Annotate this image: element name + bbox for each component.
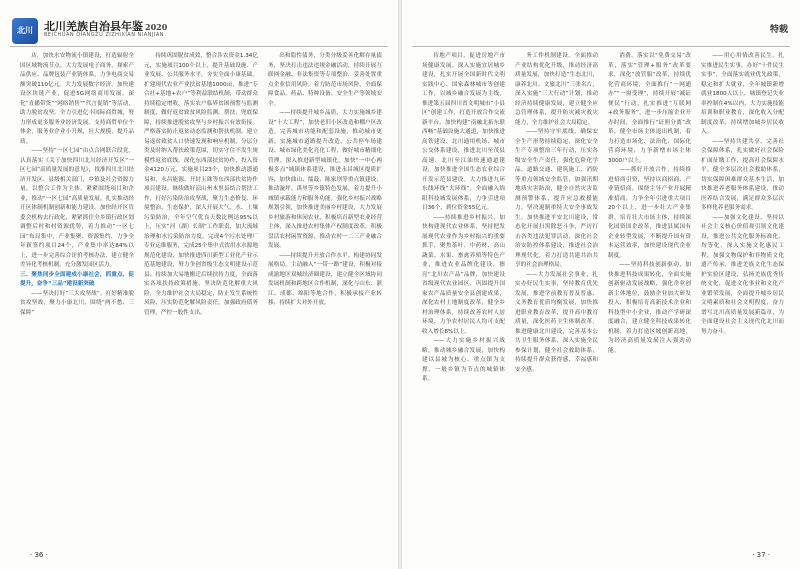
body-paragraph: ——坚决打好“三大攻坚战”。打好精准脱贫攻坚战，聚力小康北川，围绕“两不愁、三保障” [20, 290, 134, 316]
body-paragraph: 务工作机制建设。全面推动产业结构优化升级，推动经济高质量发展，加快打造“生态北川、康养北川、文旅北川”三张名片，深入实施“三大行动”计划，推动经济持续健康发展，建立健全应急管理体系，提升防灾减灾救灾能力，全力维护社会大局稳定。 [515, 53, 598, 126]
left-page [0, 0, 398, 569]
yearbook-subtitle: BEICHUAN QIANGZU ZIZHIXIAN NIANJIAN [44, 32, 165, 38]
body-paragraph: ——坚持共建共享，完善社会保障体系，扎实做好社会保险扩面征缴工作，提高社会保障水平，健全多层次社会救助体系，切实保障困难群众基本生活，加快推进养老服务体系建设，推动医养结合发展，满足群众多层次多样化养老服务需求。 [701, 138, 784, 211]
body-paragraph: 出和隐性债务，分类分级妥善化解存量债务，坚决打击违法违规金融活动，持续开展互联网金融、非法集资等专项整治，妥善处置重点企业信用风险。着力防范市场风险，全面保障食品、药品、特种设备、安全生产等领域安全。 [268, 53, 382, 107]
page-header [10, 16, 388, 44]
text-column [422, 52, 505, 539]
body-paragraph: ——用心用情改善民生。扎实推进民生实事，办好“十件民生实事”，全面落实就业优先政策，稳定和扩大就业，全年城镇新增就业1800人以上，城镇登记失业率控制在4%以内，大力实施技能培训和职业教育，深化收入分配制度改革，持续增加城乡居民收入。 [701, 53, 784, 135]
body-paragraph: ——大力发展社会事业，扎实办好民生实事，坚持教育优先发展，推进学前教育普及普惠、义务教育优质均衡发展，加快推进职业教育改革，提升高中教育质量，深化医药卫生体制改革，推进健康北川建设，完善基本公共卫生服务体系，深入实施全民参保计划，健全社会救助体系，持续提升群众获得感、幸福感和安全感。 [515, 271, 598, 373]
body-paragraph: 待地产项目，促进房地产市场健康发展。深入实施宜居城乡建设，扎实开展全国新时代文明实践中心、国家森林城市等创建工作，以城乡融合发展为主线，推进第五届四川省文明城市“小县区”创建工作，打造开放合作交流新平台，加快构建“南融北拓东联西畅”基础设施大通道，加快推进高铁建设、北川通用机场、城市公交体系建设，推进北川至茂县高速、北川至江油快速通道建设，加快推进全国生态农业综合开发示范县建设。大力推进九环东线环线“大环线”，全面融入绵阳科技城发展体系，力争引进项目36个，到位资金55亿元。 [422, 53, 505, 211]
section-heading: 三、聚焦同步全面建成小康社会，抓重点、促提升，奋争“三品”建设新突破 [20, 271, 134, 287]
text-column [268, 52, 382, 539]
body-paragraph: 店，加快水安物流小镇建设，打造辐射全国区域物流节点。大力发展电子商务，探索产品供应、品牌包装产业链体系，力争电商交易额突破110亿元。大力发展数字经济，加快建设区块链产业，促进5G网络商用发展。深化“直播带货”“网络销售”“代言促销”等活动，助力脱贫攻坚。全力引进亿丰国际商贸城，努力形成更多服务业经济发展。支持商贸单位个体企，服务业企业小升规，壮大规模，提升品质。 [20, 53, 134, 145]
right-text-columns [422, 52, 784, 539]
section-tag: 特载 [769, 25, 788, 35]
page-number: · 37 · [752, 551, 770, 559]
header-rule [10, 46, 388, 47]
body-paragraph: 消费，落实以“免费交易”改革，落实“管理+服务”改革要求，深化“放管服”改革，持续优化营商环境，全面推行“一网通办”“一窗受理”，持续开展“减证便民”行动，扎实推进“互联网+政务服务”，进一步压缩企业开办时间，全面推行“证照分离”改革，健全市场主体退出机制，着力打造市场化、法治化、国际化营商环境，力争新增市场主体3000户以上。 [608, 53, 691, 164]
text-column [144, 52, 258, 539]
yearbook-title-text: 北川羌族自治县年鉴 [44, 20, 143, 33]
body-paragraph: ——坚持科技创新驱动，加快推进科技成果转化，全面实施创新驱动发展战略，强化企业创新主体地位，鼓励企业加大研发投入，积极培育高新技术企业和科技型中小企业，推动产学研深度融合，建立健全科技成果转化机制，着力打造区域创新高地，为经济高质量发展注入强劲动能。 [608, 262, 691, 354]
body-paragraph: ——抓好开放合作，持续推进招商引资，坚持以商招商、产业链招商，围绕主导产业开展精准招商，力争全年引进重大项目20个以上，进一步壮大产业集群，培育壮大市场主体，持续深化国资国企改革，推进县属国有企业转型发展，不断提升国有资本运营效率，加快建设现代企业制度。 [608, 167, 691, 259]
yearbook-year: 2020 [145, 22, 168, 32]
body-paragraph: 持续巩固脱贫成效，整合涉农资金1.34亿元，实施项目100个以上，提升基础设施、产业发展、公共服务水平，夯实全面小康基础。扩建现代农业产业扶贫基地1000亩，推进“专合社+基地+农户”等利益联结机制，带动群众持续稳定增收。落实农户临界贫困预警与监测制度，做好返贫致贫风险监测、帮扶、兜底保障，持续推进脱贫攻坚与乡村振兴有效衔接。严格落实防止返贫动态监测和帮扶机制，建立易返贫致贫人口快速发现和响应机制，分层分类及时纳入帮扶政策范围，切实守住不发生规模性返贫底线。深化东西部扶贫协作，投入资金4120万元，实施项目23个，加快推动浙通易和、永昌能源、开封玉珠等东西部扶贫协作项目建设。继续做好涼山州木里县结合帮扶工作，打好污染防治攻坚战，聚力生态修复、环境整治、生态保护，深入开展大气、水、土壤污染防治，全年空气优良天数比例达95%以上，压实“河（湖）长制”工作职责，加大流域治理和水污染防治力度，完成4个污水处理厂专业运维服务，完成25个集中式饮用水水源地规范化建设，加快推进四川新型工业化产业示范基地建设，努力争创省级生态文明建设示范县。持续加大易地搬迁后续扶持力度，全面落实各项扶持政策措施，坚决防范化解重大风险，全力维护社会大局稳定，防止发生系统性风险，压实防范化解风险责任，加强政府债务管理，严控一般性支出。 [144, 53, 258, 316]
page-number: · 36 · [30, 551, 48, 559]
body-paragraph: ——坚持守牢底线，确保安全生产形势持续稳定，深化安全生产专项整治三年行动，压实各级安全生产责任，强化危险化学品、道路交通、建筑施工、消防等重点领域安全监管，加强汛期地质灾害防治，健全自然灾害监测预警体系，提升应急救援能力，坚决遏制重特大安全事故发生。加快推进平安北川建设，常态化开展扫黑除恶斗争，严厉打击各类违法犯罪活动，深化社会治安防控体系建设，推进社会治理现代化，着力打造共建共治共享的社会治理格局。 [515, 129, 598, 268]
body-paragraph: ——大力实施乡村振兴战略，推动城乡融合发展，加快构建以县城为核心、重点镇为支撑、一般乡镇为节点的城镇体系。 [422, 338, 505, 382]
body-paragraph: ——加强文化建设，坚持以社会主义核心价值观引领文化建设，推进公共文化服务标准化、均等化，深入实施文化惠民工程，加强文物保护和非物质文化遗产传承，推进羌族文化生态保护实验区建设，弘扬羌族优秀传统文化，促进文化事业和文化产业繁荣发展，全面提升城乡居民文明素质和社会文明程度，奋力谱写北川高质量发展新篇章，为全面建设社会主义现代化北川而努力奋斗。 [701, 214, 784, 335]
header-rule [412, 46, 790, 47]
body-paragraph: ——持续推进乡村振兴，加快构建现代农业体系，坚持把发展现代农业作为乡村振兴的重要抓手，聚焦茶叶、中药材、高山蔬菜、水果、畜禽养殖等特色产业，推进农业品牌化建设，擦亮“北川农产品”品牌，加快建设省级现代农业园区，巩固提升国家农产品质量安全县创建成果，深化农村土地制度改革，健全乡村治理体系，持续改善农村人居环境，力争农村居民人均可支配收入增长8%以上。 [422, 214, 505, 335]
yearbook-logo: 北川 [12, 18, 38, 44]
body-paragraph: ——持续提升城乡品质，大力实施城乡建设“十大工程”，加快老旧小区改造和棚户区改造，完善城市功能和配套设施，推动城市更新，实施城市道路提升改造、公共停车场建设、城市绿化美化亮化工程，做好城市精细化管理。深入推进新型城镇化，加快“一中心两极多点”城镇体系建设，推进永昌城区提质扩容，加快曲山、擂鼓、陈家坝等重点镇建设，推动漩坪、禹里等乡镇特色发展，着力提升小城镇承载能力和服务功能。强化乡村振兴战略规划引领，加快推进美丽乡村建设，大力发展乡村旅游和休闲农业，积极培育新型农业经营主体，深入推进农村集体产权制度改革，积极盘活农村闲置资源，推动农村一二三产业融合发展。 [268, 110, 382, 249]
text-column [608, 52, 691, 539]
text-column [20, 52, 134, 539]
text-column [515, 52, 598, 539]
body-paragraph: ——坚持“一区七园”由点合网联合段党。认真落实《关于加快四川北川经济开发区“一区七园”高质量发展的意见》，找准四川北川经济开发区、县级相关部门，乡镇及社会资源力量，以整合工作为主体，紧紧围绕项目和企业，推动“一区七园”高质量发展，扎实推动经开区体制机制创新和能力建设，加快经开区管委会机构去行政化，紧紧抓住全乡镇行政区划调整后村和村资源优势，着力推动“一区七园”布局集中，产业集聚、资源集约，力争全年新签约项目24个，产业集中率达84%以上，进一步完善综合评价考核办法，建立健全差异化考核机制，充分激发园区活力。 [20, 148, 134, 268]
left-text-columns [20, 52, 382, 539]
right-page [402, 0, 800, 569]
text-column [701, 52, 784, 539]
body-paragraph: ——持续提升开放合作水平。构建协同发展格局，主动融入“一带一路”建设，积极对接成渝地区双城经济圈建设，建立健全区域协同发展机制和跨地区合作机制，深化与山东、浙江、成都、绵阳等地合作，积极承接产业转移，持续扩大对外开放。 [268, 252, 382, 306]
